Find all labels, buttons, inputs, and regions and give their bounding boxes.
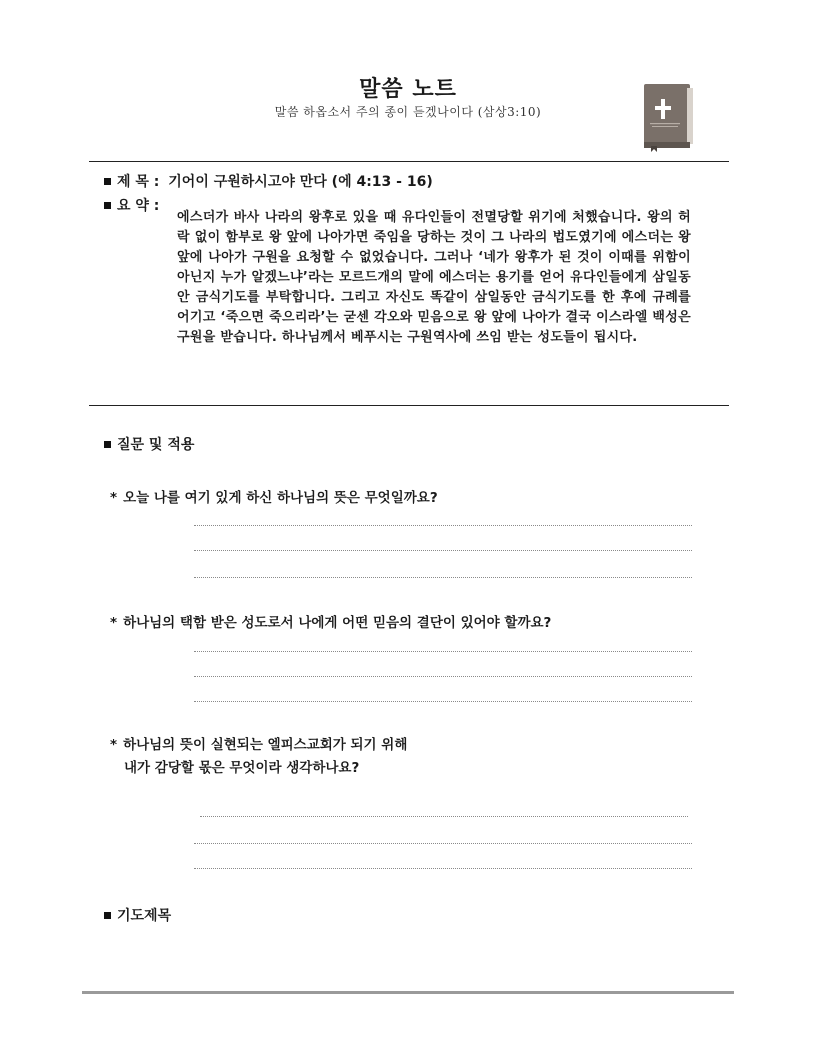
sermon-title-label: 제 목 :	[117, 174, 160, 190]
question-3-text-line1: 하나님의 뜻이 실현되는 엘피스교회가 되기 위해	[123, 737, 408, 753]
asterisk-icon: *	[110, 737, 118, 753]
answer-line[interactable]	[194, 843, 692, 844]
question-2	[110, 611, 551, 631]
answer-line[interactable]	[194, 651, 692, 652]
summary-text: 에스더가 바사 나라의 왕후로 있을 때 유다인들이 전멸당할 위기에 처했습니다. 왕의 허락 없이 함부로 왕 앞에 나아가면 죽임을 당하는 것이 그 나라의 법도였기에 에스더는 왕 앞에 나아가 구원을 요청할 수 없었습니다. 그러나 ‘네가 왕후가 된 것이 이때를 위함이 아닌지 누가 알겠느냐’라는 모르드개의 말에 에스더는 용기를 얻어 유다인들에게 삼일동안 금식기도를 부탁합니다. 그리고 자신도 똑같이 삼일동안 금식기도를 한 후에 규례를 어기고 ‘죽으면 죽으리라’는 굳센 각오와 믿음으로 왕 앞에 나아가 결국 이스라엘 백성은 구원을 받습니다. 하나님께서 베푸시는 구원역사에 쓰임 받는 성도들이 됩시다.	[177, 210, 691, 345]
asterisk-icon: *	[110, 615, 118, 631]
square-bullet-icon	[104, 202, 111, 209]
square-bullet-icon	[104, 178, 111, 185]
answer-line[interactable]	[194, 550, 692, 551]
summary-label-row	[104, 195, 159, 215]
sermon-title-value: 기어이 구원하시고야 만다 (에 4:13 - 16)	[168, 174, 433, 190]
answer-line[interactable]	[194, 525, 692, 526]
sermon-title-row	[104, 171, 433, 191]
footer-divider	[82, 991, 734, 994]
answer-line[interactable]	[194, 868, 692, 869]
square-bullet-icon	[104, 441, 111, 448]
application-heading-text: 질문 및 적용	[117, 437, 195, 453]
square-bullet-icon	[104, 912, 111, 919]
bible-cross-icon	[641, 82, 695, 152]
summary-divider	[89, 405, 729, 406]
question-1-text: 오늘 나를 여기 있게 하신 하나님의 뜻은 무엇일까요?	[123, 490, 438, 506]
question-1	[110, 486, 438, 506]
answer-line[interactable]	[194, 701, 692, 702]
page-title: 말씀 노트	[359, 77, 457, 102]
question-3	[110, 733, 407, 753]
page-subtitle: 말씀 하옵소서 주의 종이 듣겠나이다 (삼상3:10)	[274, 105, 542, 119]
prayer-heading-text: 기도제목	[117, 908, 172, 924]
answer-line[interactable]	[200, 816, 688, 817]
prayer-heading	[104, 905, 171, 925]
answer-line[interactable]	[194, 577, 692, 578]
header-divider	[89, 161, 729, 162]
asterisk-icon: *	[110, 490, 118, 506]
answer-line[interactable]	[194, 676, 692, 677]
question-3-continued: 내가 감당할 몫은 무엇이라 생각하나요?	[124, 760, 360, 776]
summary-label: 요 약 :	[117, 198, 160, 214]
question-2-text: 하나님의 택함 받은 성도로서 나에게 어떤 믿음의 결단이 있어야 할까요?	[123, 615, 552, 631]
application-heading	[104, 434, 194, 454]
